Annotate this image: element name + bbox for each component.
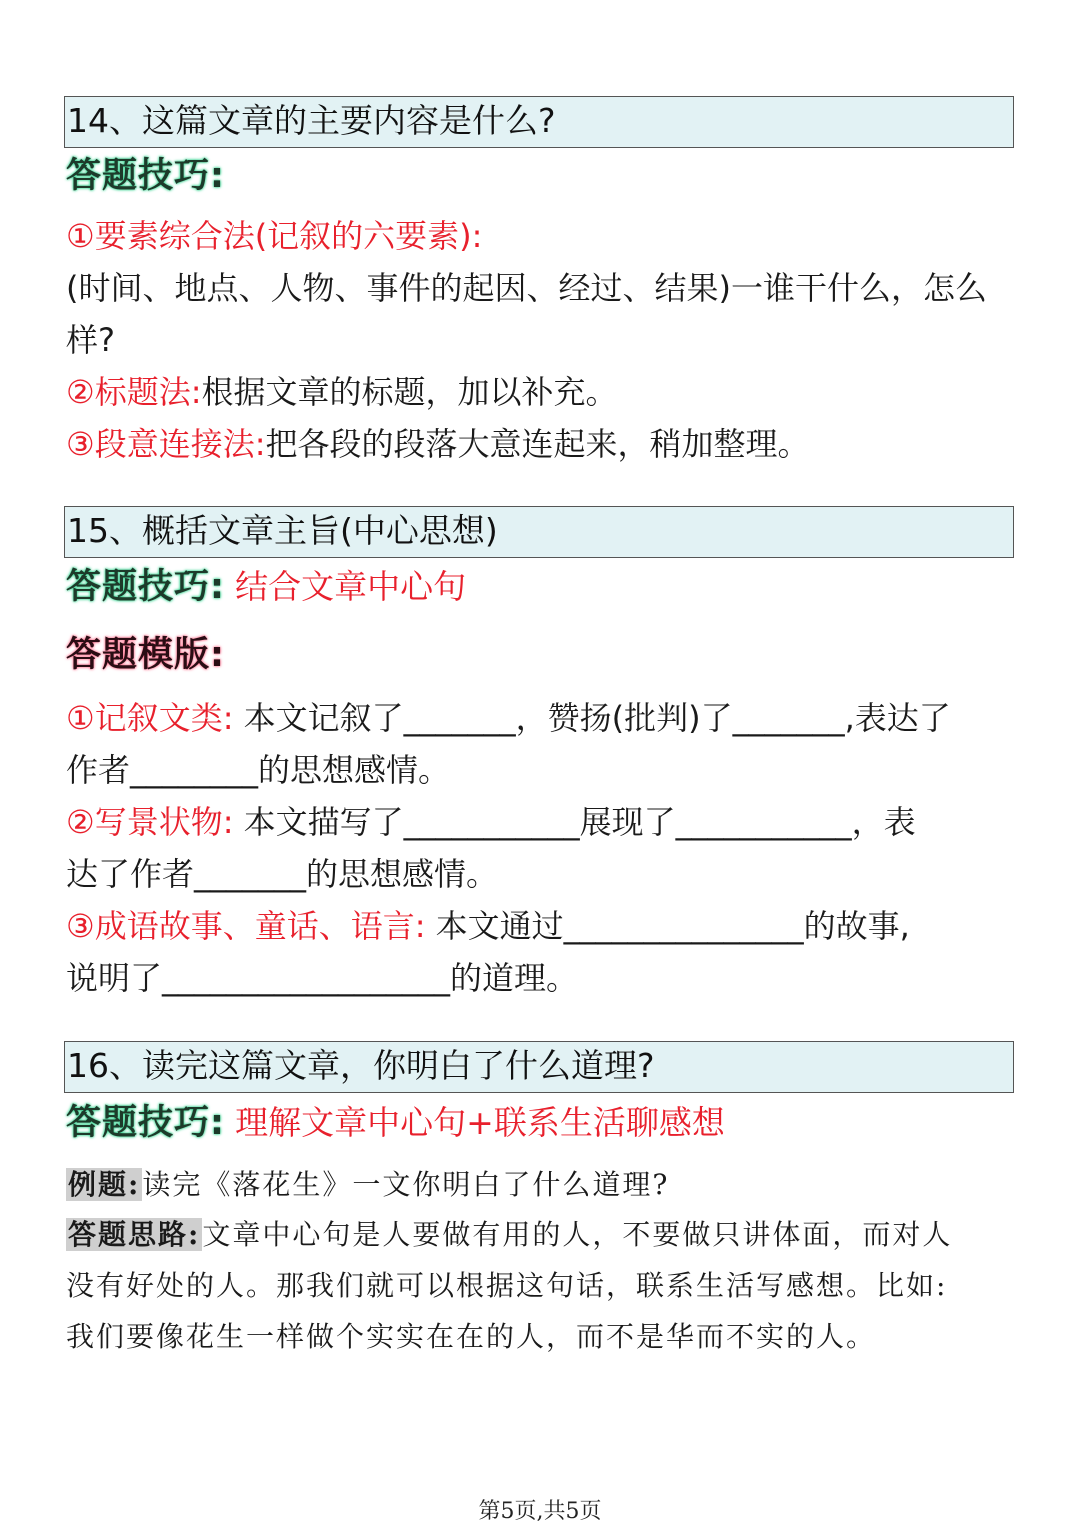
q15-skill (66, 567, 466, 607)
q14-skill-label: 答题技巧: (66, 156, 225, 196)
q15-title: 15、概括文章主旨(中心思想) (67, 511, 498, 550)
q15-t1-text: 本文记叙了_______，赞扬(批判)了_______,表达了 (243, 699, 951, 737)
q15-skill-text: 结合文章中心句 (235, 567, 467, 606)
q15-template-1-line-1 (66, 698, 951, 738)
q14-method-1-text-2: 样? (66, 321, 115, 359)
q14-m1-label: ①要素综合法(记叙的六要素): (66, 217, 483, 255)
q15-t1-label: ①记叙文类: (66, 699, 234, 737)
q15-template-1-line-2: 作者________的思想感情。 (66, 751, 451, 789)
q16-idea-line-3: 我们要像花生一样做个实实在在的人，而不是华而不实的人。 (66, 1320, 877, 1353)
q16-skill (66, 1103, 725, 1143)
q14-m3-text: 把各段的段落大意连起来，稍加整理。 (265, 425, 810, 463)
q15-template-2-line-1 (66, 802, 916, 842)
q16-idea-label: 答题思路: (68, 1218, 201, 1251)
q15-t3-text: 本文通过_______________的故事, (435, 907, 910, 945)
q16-title-box (64, 1041, 1014, 1093)
q14-title-box (64, 96, 1014, 148)
q15-t2-text: 本文描写了___________展现了___________，表 (243, 803, 916, 841)
q14-m2-label: ②标题法: (66, 373, 202, 411)
q14-method-1-label (66, 216, 482, 256)
q15-title-box (64, 506, 1014, 558)
q16-skill-text: 理解文章中心句+联系生活聊感想 (235, 1103, 725, 1142)
q16-idea-line-1 (66, 1215, 952, 1255)
q15-template-3-line-1 (66, 906, 910, 946)
q15-template-2-line-2: 达了作者_______的思想感情。 (66, 855, 499, 893)
page-footer: 第5页,共5页 (478, 1499, 602, 1524)
q15-t3-label: ③成语故事、童话、语言: (66, 907, 426, 945)
q14-m3-label: ③段意连接法: (66, 425, 266, 463)
q15-skill-label: 答题技巧: (66, 567, 225, 607)
q15-template-label: 答题模版: (66, 635, 225, 675)
q16-idea-text-1: 文章中心句是人要做有用的人，不要做只讲体面，而对人 (202, 1218, 953, 1251)
q14-method-1-text-1: (时间、地点、人物、事件的起因、经过、结果)一谁干什么，怎么 (66, 269, 987, 307)
q16-example-label: 例题: (68, 1168, 141, 1201)
q14-method-3 (66, 424, 810, 464)
q15-t2-label: ②写景状物: (66, 803, 234, 841)
q14-method-2 (66, 372, 618, 412)
q16-skill-label: 答题技巧: (66, 1103, 225, 1143)
q16-example-text: 读完《落花生》一文你明白了什么道理? (142, 1168, 670, 1201)
q15-template-3-line-2: 说明了__________________的道理。 (66, 959, 579, 997)
q16-example (66, 1165, 669, 1205)
q16-title: 16、读完这篇文章，你明白了什么道理? (67, 1046, 655, 1085)
q14-m2-text: 根据文章的标题，加以补充。 (201, 373, 618, 411)
q14-title: 14、这篇文章的主要内容是什么? (67, 101, 556, 140)
q16-idea-line-2: 没有好处的人。那我们就可以根据这句话，联系生活写感想。比如: (66, 1269, 948, 1302)
